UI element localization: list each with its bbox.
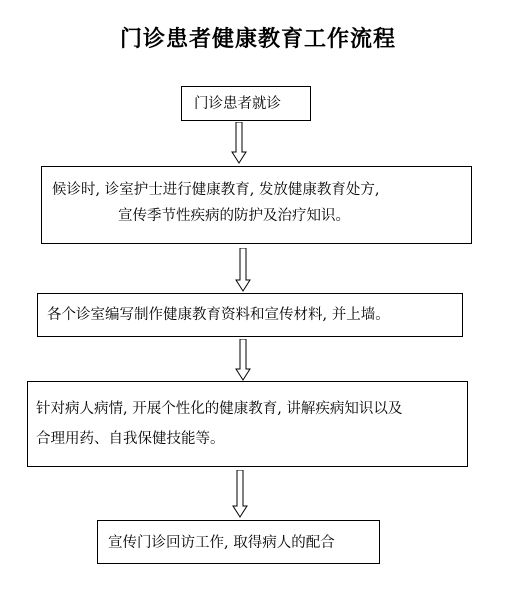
flow-step-4-text-line-1: 针对病人病情, 开展个性化的健康教育, 讲解疾病知识以及 <box>36 401 403 417</box>
flow-step-5-box <box>97 520 380 564</box>
flow-step-5-text: 宣传门诊回访工作, 取得病人的配合 <box>108 535 335 551</box>
flow-step-2-text-line-2: 宣传季节性疾病的防护及治疗知识。 <box>118 208 350 224</box>
flow-step-3-box <box>37 293 463 337</box>
flow-step-1-box <box>181 86 311 121</box>
flow-step-2-text-line-1: 候诊时, 诊室护士进行健康教育, 发放健康教育处方, <box>52 182 380 198</box>
flow-step-2-box <box>41 166 472 244</box>
down-arrow-icon <box>231 122 247 164</box>
flow-step-4-text-line-2: 合理用药、自我保健技能等。 <box>36 431 225 447</box>
flow-step-3-text: 各个诊室编写制作健康教育资料和宣传材料, 并上墙。 <box>47 307 390 323</box>
down-arrow-icon <box>235 339 251 381</box>
down-arrow-icon <box>232 470 248 518</box>
flow-step-1-text: 门诊患者就诊 <box>194 96 281 112</box>
page-title: 门诊患者健康教育工作流程 <box>119 27 396 52</box>
flow-step-4-box <box>27 381 468 467</box>
down-arrow-icon <box>235 248 251 292</box>
